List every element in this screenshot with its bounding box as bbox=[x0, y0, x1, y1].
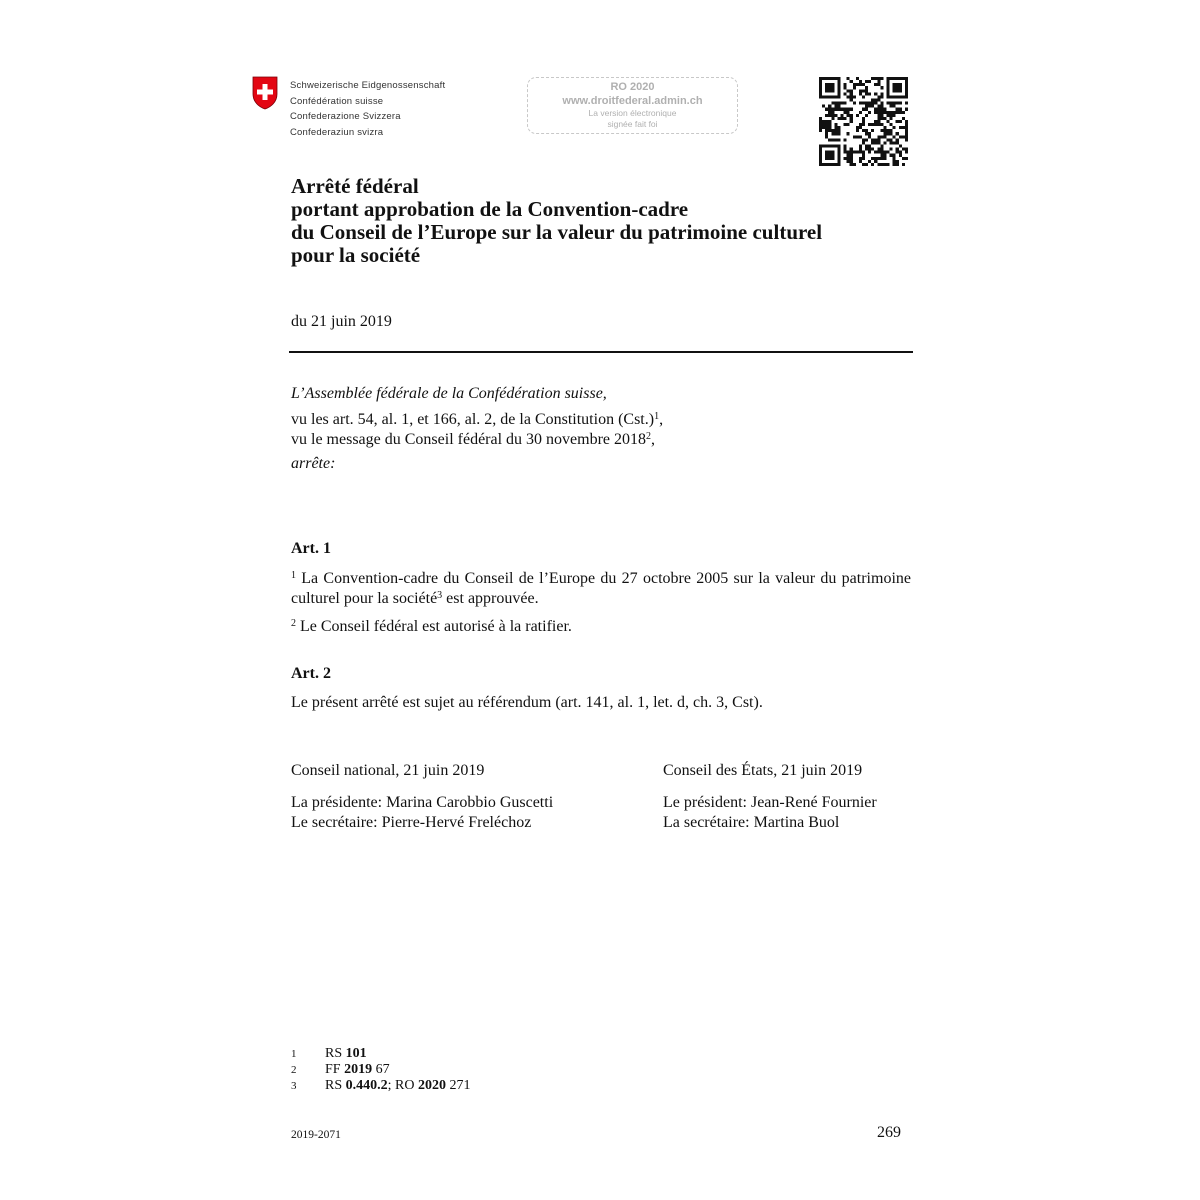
confederation-name-fr: Confédération suisse bbox=[290, 95, 384, 107]
confederation-name-de: Schweizerische Eidgenossenschaft bbox=[290, 80, 446, 91]
footnote-3: 3 RS 0.440.2; RO 2020 271 bbox=[291, 1078, 471, 1093]
signature-right-chamber: Conseil des États, 21 juin 2019 bbox=[663, 762, 863, 779]
swiss-coat-of-arms-icon bbox=[252, 76, 278, 110]
title-line-4: pour la société bbox=[291, 243, 421, 267]
qr-code-icon bbox=[819, 77, 908, 166]
preamble-line-2: vu le message du Conseil fédéral du 30 novembre 2018$^2$, bbox=[291, 431, 656, 448]
confederation-name-it: Confederazione Svizzera bbox=[290, 111, 401, 122]
footnote-ref-3[interactable]: 3 bbox=[437, 590, 443, 601]
title-line-2: portant approbation de la Convention-cadre bbox=[291, 197, 689, 221]
preamble-decides: arrête: bbox=[291, 455, 336, 472]
footnote-1: 1 RS 101 bbox=[291, 1046, 367, 1061]
document-date: du 21 juin 2019 bbox=[291, 313, 392, 330]
signed-version-stamp bbox=[527, 77, 738, 134]
article-1-heading: Art. 1 bbox=[291, 540, 331, 557]
confederation-names bbox=[290, 78, 445, 140]
document-title bbox=[291, 175, 822, 267]
stamp-url: www.droitfederal.admin.ch bbox=[562, 95, 703, 107]
signature-left-chamber: Conseil national, 21 juin 2019 bbox=[291, 762, 485, 779]
signature-block-left bbox=[291, 761, 553, 833]
stamp-note-2: signée fait foi bbox=[607, 119, 658, 129]
title-line-1: Arrêté fédéral bbox=[291, 174, 419, 198]
signature-left-president: La présidente: Marina Carobbio Guscetti bbox=[291, 794, 554, 811]
signature-right-secretary: La secrétaire: Martina Buol bbox=[663, 814, 840, 831]
footnote-ref-2[interactable]: 2 bbox=[646, 431, 652, 442]
signature-left-secretary: Le secrétaire: Pierre-Hervé Freléchoz bbox=[291, 814, 532, 831]
article-1-paragraph-1: $^1$ La Convention-cadre du Conseil de l’Europe du 27 octobre 2005 sur la valeur du patrimoine culturel pour la société$^3$ est approuvée. bbox=[291, 570, 911, 607]
footnote-ref-1[interactable]: 1 bbox=[654, 411, 660, 422]
signature-right-president: Le président: Jean-René Fournier bbox=[663, 794, 877, 811]
article-2-heading: Art. 2 bbox=[291, 665, 331, 682]
confederation-name-rm: Confederaziun svizra bbox=[290, 126, 384, 138]
preamble-line-1: vu les art. 54, al. 1, et 166, al. 2, de la Constitution $(Cst.)^1$, bbox=[291, 411, 664, 428]
preamble-assembly: L’Assemblée fédérale de la Confédération suisse, bbox=[291, 385, 607, 402]
title-divider bbox=[289, 351, 913, 353]
stamp-note-1: La version électronique bbox=[588, 108, 677, 118]
stamp-ro: RO 2020 bbox=[610, 81, 655, 93]
document-number: 2019-2071 bbox=[291, 1129, 341, 1141]
footnotes bbox=[291, 1046, 470, 1094]
page-number: 269 bbox=[877, 1124, 901, 1141]
article-1-paragraph-2: $^2$ Le Conseil fédéral est autorisé à la ratifier. bbox=[291, 618, 572, 635]
footnote-2: 2 FF 2019 67 bbox=[291, 1062, 390, 1077]
preamble bbox=[291, 384, 663, 474]
article-2-text: Le présent arrêté est sujet au référendum (art. 141, al. 1, let. d, ch. 3, Cst). bbox=[291, 694, 763, 711]
title-line-3: du Conseil de l’Europe sur la valeur du patrimoine culturel bbox=[291, 220, 823, 244]
signature-block-right bbox=[663, 761, 877, 833]
